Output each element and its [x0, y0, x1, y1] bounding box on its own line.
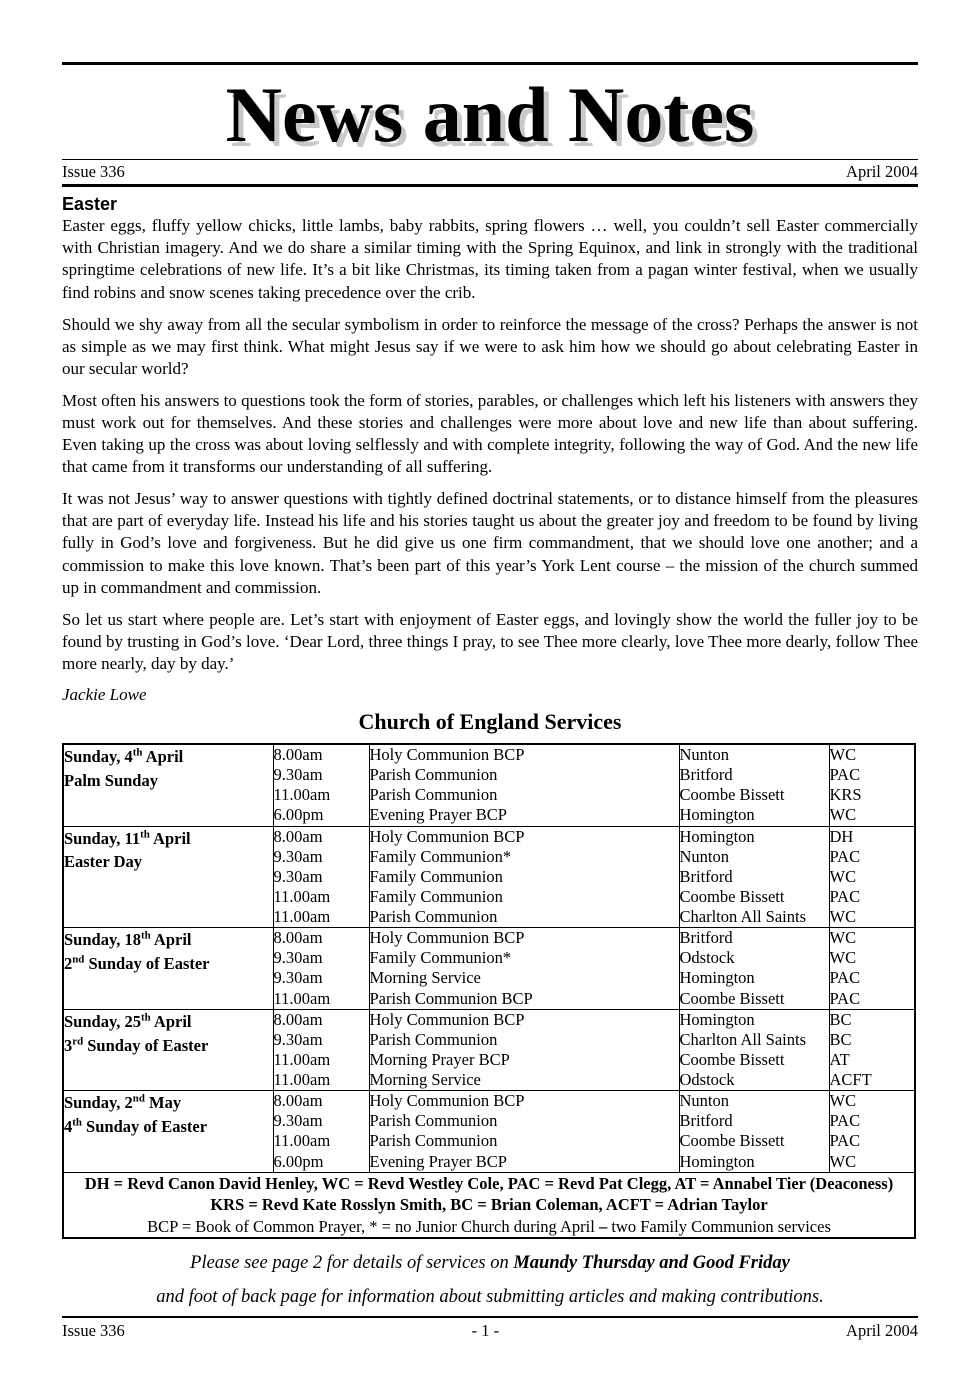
service-date-subline — [64, 952, 273, 976]
note-maundy-thursday — [62, 1250, 918, 1278]
service-times-cell — [273, 928, 369, 1010]
cell-line: Family Communion — [369, 866, 503, 886]
date-sub-ordinal: th — [72, 1116, 82, 1129]
note-emphasis: Maundy Thursday and Good Friday — [513, 1252, 790, 1273]
date-month: April — [150, 930, 192, 950]
cell-line: ACFT — [829, 1070, 872, 1090]
date-month: May — [144, 1093, 182, 1113]
cell-line: Holy Communion BCP — [369, 1009, 525, 1029]
cell-line: Coombe Bissett — [679, 886, 785, 906]
service-date-subline — [64, 769, 273, 793]
cell-line: Nunton — [679, 1091, 729, 1111]
cell-line: 8.00am — [273, 826, 323, 846]
cell-line: Odstock — [679, 1070, 735, 1090]
cell-line: Parish Communion — [369, 765, 498, 785]
cell-line: PAC — [829, 988, 861, 1008]
cell-line: Holy Communion BCP — [369, 826, 525, 846]
note-prefix: Please see page 2 for details of services on — [190, 1252, 514, 1273]
service-date-line — [64, 827, 273, 851]
cell-line: 9.30am — [273, 866, 323, 886]
date-ordinal: th — [132, 746, 143, 759]
article-paragraph: Easter eggs, fluffy yellow chicks, little lambs, baby rabbits, spring flowers … well, you couldn’t sell Easter commercially with Christian imagery. And we do share a similar timing with the Spring Equinox, and link in strongly with the traditional springtime celebrations of new life. It’s a bit like Christmas, its timing taken from a pagan winter festival, when we usually find robins and snow scenes taking precedence over the crib. — [62, 216, 918, 302]
services-legend — [63, 1172, 915, 1238]
date-month: April — [150, 1011, 192, 1031]
cell-line: Coombe Bissett — [679, 1131, 785, 1151]
date-sub-post: Sunday of Easter — [84, 954, 210, 974]
page-footer — [62, 1316, 918, 1341]
service-locations-cell — [679, 1009, 829, 1091]
service-minister-cell — [829, 928, 915, 1010]
legend-note-text: two Family Communion services — [607, 1216, 831, 1236]
cell-line: 6.00pm — [273, 1151, 324, 1171]
issue-number: Issue 336 — [62, 161, 125, 181]
masthead-title: News and Notes — [225, 71, 755, 158]
service-minister-cell — [829, 1091, 915, 1173]
cell-line: Parish Communion BCP — [369, 988, 533, 1008]
service-times-cell — [273, 744, 369, 826]
cell-line: Coombe Bissett — [679, 1049, 785, 1069]
date-sub-text: Easter Day — [64, 852, 143, 872]
date-sub-text: Palm Sunday — [64, 770, 158, 790]
cell-line: 11.00am — [273, 785, 331, 805]
service-names-cell — [369, 1009, 679, 1091]
service-date-line — [64, 1091, 273, 1115]
cell-line: 8.00am — [273, 928, 323, 948]
cell-line: Homington — [679, 805, 755, 825]
cell-line: 11.00am — [273, 1049, 331, 1069]
cell-line: 9.30am — [273, 765, 323, 785]
service-date-line — [64, 928, 273, 952]
services-table-title: Church of England Services — [358, 709, 622, 735]
date-ordinal: th — [140, 828, 150, 841]
cell-line: WC — [829, 745, 857, 765]
cell-line: 11.00am — [273, 907, 331, 927]
service-minister-cell — [829, 826, 915, 928]
legend-ministers-line-2: KRS = Revd Kate Rosslyn Smith, BC = Brian Coleman, ACFT = Adrian Taylor — [210, 1195, 768, 1215]
newsletter-page — [62, 0, 918, 1341]
date-month: April — [142, 747, 184, 767]
cell-line: Family Communion* — [369, 846, 512, 866]
cell-line: PAC — [829, 846, 861, 866]
cell-line: Odstock — [679, 948, 735, 968]
cell-line: Holy Communion BCP — [369, 928, 525, 948]
page-notes — [62, 1250, 918, 1312]
cell-line: 8.00am — [273, 1009, 323, 1029]
date-text: Sunday, 11 — [64, 828, 141, 848]
cell-line: 9.30am — [273, 1111, 323, 1131]
article-paragraph: Most often his answers to questions took the form of stories, parables, or challenges which left his listeners with answers they must work out for themselves. And these stories and challenges were more about love and new life than about suffering. Even taking up the cross was about loving selflessly and with complete integrity, following the way of God. And the new life that came from it transforms our understanding of all suffering. — [62, 390, 918, 477]
date-text: Sunday, 25 — [64, 1011, 142, 1031]
article-paragraph: It was not Jesus’ way to answer questions with tightly defined doctrinal statements, or to distance himself from the pleasures that are part of everyday life. Instead his life and his stories taught us about the greater joy and freedom to be found by living fully in God’s love and forgiveness. But he did give us one firm commandment, that we should love one another; and a commission to make this love known. That’s been part of this year’s York Lent course – the mission of the church summed up in commandment and commission. — [62, 489, 918, 597]
note-back-page: and foot of back page for information about submitting articles and making contributions. — [156, 1286, 824, 1307]
cell-line: 6.00pm — [273, 805, 324, 825]
cell-line: PAC — [829, 968, 861, 988]
date-sub-post: Sunday of Easter — [81, 1117, 208, 1137]
cell-line: Homington — [679, 1151, 755, 1171]
cell-line: KRS — [829, 785, 862, 805]
cell-line: Britford — [679, 928, 733, 948]
service-date-subline — [64, 850, 273, 874]
cell-line: Morning Service — [369, 1070, 481, 1090]
cell-line: 9.30am — [273, 846, 323, 866]
service-times-cell — [273, 1091, 369, 1173]
cell-line: Parish Communion — [369, 1131, 498, 1151]
cell-line: AT — [829, 1049, 850, 1069]
footer-date: April 2004 — [846, 1321, 918, 1341]
date-month: April — [149, 828, 191, 848]
cell-line: Britford — [679, 765, 733, 785]
table-row — [63, 1091, 915, 1173]
cell-line: 11.00am — [273, 1070, 331, 1090]
service-date-subline — [64, 1115, 273, 1139]
date-sub-text: 2 — [64, 954, 73, 974]
legend-ministers-line-1: DH = Revd Canon David Henley, WC = Revd Westley Cole, PAC = Revd Pat Clegg, AT = Annabel Tier (Deaconess) — [84, 1173, 894, 1193]
cell-line: 8.00am — [273, 745, 323, 765]
service-date-line — [64, 745, 273, 769]
cell-line: PAC — [829, 886, 861, 906]
cell-line: Parish Communion — [369, 1111, 498, 1131]
cell-line: DH — [829, 826, 854, 846]
cell-line: PAC — [829, 1111, 861, 1131]
article-heading: Easter — [62, 193, 118, 214]
service-minister-cell — [829, 744, 915, 826]
cell-line: WC — [829, 1151, 857, 1171]
cell-line: Coombe Bissett — [679, 785, 785, 805]
legend-bcp-text: BCP = Book of Common Prayer, * = no Junior Church during April — [147, 1216, 599, 1236]
cell-line: Holy Communion BCP — [369, 745, 525, 765]
cell-line: Morning Prayer BCP — [369, 1049, 510, 1069]
issue-bar — [62, 159, 918, 187]
cell-line: 9.30am — [273, 1029, 323, 1049]
date-ordinal: th — [141, 929, 151, 942]
date-ordinal: nd — [132, 1092, 145, 1105]
cell-line: Charlton All Saints — [679, 907, 807, 927]
service-date-cell — [63, 826, 273, 928]
service-locations-cell — [679, 928, 829, 1010]
cell-line: WC — [829, 866, 857, 886]
cell-line: WC — [829, 928, 857, 948]
cell-line: Family Communion* — [369, 948, 512, 968]
table-row — [63, 1009, 915, 1091]
cell-line: PAC — [829, 1131, 861, 1151]
service-date-cell — [63, 1091, 273, 1173]
cell-line: 9.30am — [273, 948, 323, 968]
cell-line: 11.00am — [273, 988, 331, 1008]
article-paragraph: So let us start where people are. Let’s start with enjoyment of Easter eggs, and lovingly show the world the fuller joy to be found by trusting in God’s love. ‘Dear Lord, three things I pray, to see Thee more clearly, love Thee more dearly, follow Thee more nearly, day by day.’ — [62, 609, 918, 673]
cell-line: WC — [829, 805, 857, 825]
masthead-top-rule — [62, 62, 918, 65]
cell-line: Nunton — [679, 846, 729, 866]
cell-line: 8.00am — [273, 1091, 323, 1111]
cell-line: BC — [829, 1009, 852, 1029]
date-ordinal: th — [141, 1011, 151, 1024]
service-date-subline — [64, 1034, 273, 1058]
cell-line: 9.30am — [273, 968, 323, 988]
legend-abbreviations-line — [64, 1216, 914, 1237]
date-sub-ordinal: nd — [72, 953, 85, 966]
service-date-cell — [63, 744, 273, 826]
service-date-cell — [63, 928, 273, 1010]
cell-line: Homington — [679, 826, 755, 846]
legend-dash: – — [598, 1216, 608, 1236]
article-byline: Jackie Lowe — [62, 685, 147, 705]
table-row — [63, 826, 915, 928]
cell-line: Evening Prayer BCP — [369, 1151, 507, 1171]
table-row — [63, 744, 915, 826]
cell-line: 11.00am — [273, 1131, 331, 1151]
cell-line: Morning Service — [369, 968, 481, 988]
cell-line: Coombe Bissett — [679, 988, 785, 1008]
footer-page-number: - 1 - — [471, 1321, 500, 1341]
cell-line: Nunton — [679, 745, 729, 765]
service-date-line — [64, 1010, 273, 1034]
service-minister-cell — [829, 1009, 915, 1091]
date-text: Sunday, 18 — [64, 930, 142, 950]
cell-line: Homington — [679, 1009, 755, 1029]
cell-line: Family Communion — [369, 886, 503, 906]
service-date-cell — [63, 1009, 273, 1091]
date-text: Sunday, 4 — [64, 747, 133, 767]
services-table — [62, 743, 916, 1239]
date-text: Sunday, 2 — [64, 1093, 133, 1113]
cell-line: Parish Communion — [369, 907, 498, 927]
service-times-cell — [273, 826, 369, 928]
issue-date: April 2004 — [846, 161, 918, 181]
service-names-cell — [369, 744, 679, 826]
cell-line: Charlton All Saints — [679, 1029, 807, 1049]
table-row — [63, 1172, 915, 1238]
service-names-cell — [369, 928, 679, 1010]
service-locations-cell — [679, 1091, 829, 1173]
cell-line: WC — [829, 1091, 857, 1111]
cell-line: 11.00am — [273, 886, 331, 906]
cell-line: Britford — [679, 1111, 733, 1131]
service-names-cell — [369, 826, 679, 928]
cell-line: WC — [829, 907, 857, 927]
service-names-cell — [369, 1091, 679, 1173]
article-paragraph: Should we shy away from all the secular symbolism in order to reinforce the message of the cross? Perhaps the answer is not as simple as we may first think. What might Jesus say if we were to ask him how we should go about celebrating Easter in our secular world? — [62, 314, 918, 378]
cell-line: Evening Prayer BCP — [369, 805, 507, 825]
cell-line: Parish Communion — [369, 785, 498, 805]
cell-line: BC — [829, 1029, 852, 1049]
date-sub-ordinal: rd — [72, 1035, 84, 1048]
date-sub-text: 3 — [64, 1035, 73, 1055]
date-sub-post: Sunday of Easter — [83, 1035, 209, 1055]
service-times-cell — [273, 1009, 369, 1091]
cell-line: Holy Communion BCP — [369, 1091, 525, 1111]
cell-line: Parish Communion — [369, 1029, 498, 1049]
cell-line: Britford — [679, 866, 733, 886]
date-sub-text: 4 — [64, 1117, 73, 1137]
cell-line: PAC — [829, 765, 861, 785]
service-locations-cell — [679, 744, 829, 826]
footer-issue: Issue 336 — [62, 1321, 125, 1341]
cell-line: Homington — [679, 968, 755, 988]
service-locations-cell — [679, 826, 829, 928]
table-row — [63, 928, 915, 1010]
cell-line: WC — [829, 948, 857, 968]
